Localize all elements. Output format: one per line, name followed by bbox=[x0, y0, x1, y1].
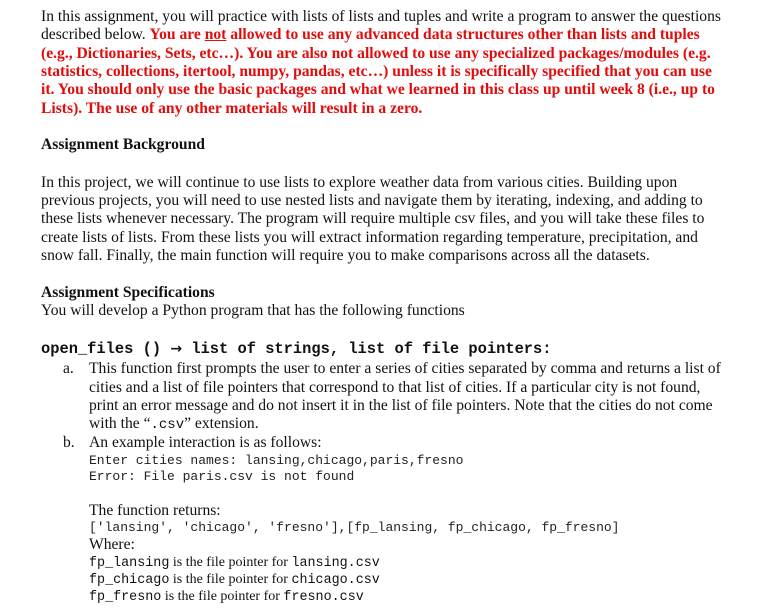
where-item-file: chicago.csv bbox=[291, 573, 380, 588]
background-line: In this project, we will continue to use lists to explore weather data from various cities. Building upon bbox=[41, 174, 678, 191]
background-line: create lists of lists. From these lists you will extract information regarding temperature, precipitation, and bbox=[41, 229, 698, 246]
returns-code: ['lansing', 'chicago', 'fresno'],[fp_lansing, fp_chicago, fp_fresno] bbox=[89, 520, 620, 535]
item-a-label: a. bbox=[63, 360, 74, 377]
intro-warning-start: You are bbox=[149, 26, 205, 43]
where-item-text: is the file pointer for bbox=[169, 555, 292, 570]
specs-heading: Assignment Specifications bbox=[41, 284, 215, 301]
intro-warning-rest: allowed to use any advanced data structures other than lists and tuples bbox=[226, 26, 700, 43]
item-a-line: This function first prompts the user to enter a series of cities separated by comma and returns a list of bbox=[89, 360, 721, 377]
intro-warning-not: not bbox=[204, 26, 227, 43]
item-a-last-post: ” extension. bbox=[184, 415, 259, 432]
function-name: open_files () bbox=[41, 340, 162, 358]
item-a-line: print an error message and do not insert it in the list of file pointers. Note that the cities do not come bbox=[89, 397, 713, 414]
intro-line-4: statistics, collections, itertool, numpy, pandas, etc…) unless it is specifically specified that you can use bbox=[41, 63, 712, 80]
item-a-line-last bbox=[89, 415, 259, 434]
where-item-text: is the file pointer for bbox=[169, 572, 292, 587]
arrow-icon: → bbox=[170, 341, 183, 357]
where-item-code: fp_lansing bbox=[89, 556, 170, 571]
example-line: Enter cities names: lansing,chicago,paris,fresno bbox=[89, 453, 464, 468]
intro-line-5: it. You should only use the basic packages and what we learned in this class up until week 8 (i.e., up to bbox=[41, 81, 715, 98]
signature-colon: : bbox=[542, 340, 552, 358]
background-line: previous projects, you will need to use nested lists and navigate them by iterating, indexing, and adding to bbox=[41, 192, 703, 209]
example-line: Error: File paris.csv is not found bbox=[89, 469, 355, 484]
function-returns: list of strings, list of file pointers bbox=[191, 340, 543, 358]
where-item-file: lansing.csv bbox=[291, 556, 380, 571]
item-a-last-pre: with the “ bbox=[89, 415, 151, 432]
function-signature bbox=[41, 340, 552, 358]
background-line: snow fall. Finally, the main function will require you to make comparisons across all the datasets. bbox=[41, 247, 650, 264]
intro-line-6: Lists). The use of any other materials will result in a zero. bbox=[41, 100, 423, 117]
specs-intro: You will develop a Python program that has the following functions bbox=[41, 302, 465, 319]
background-line: these lists whenever necessary. The program will require multiple csv files, and you will take these files to bbox=[41, 210, 705, 227]
intro-line-1: In this assignment, you will practice with lists of lists and tuples and write a program to answer the questions bbox=[41, 8, 721, 25]
intro-line-3: (e.g., Dictionaries, Sets, etc…). You are also not allowed to use any specialized packages/modules (e.g. bbox=[41, 45, 711, 62]
where-item-text: is the file pointer for bbox=[161, 589, 284, 604]
where-item-file: fresno.csv bbox=[283, 590, 364, 605]
item-a-line: cities and a list of file pointers that correspond to that list of cities. If a particular city is not found, bbox=[89, 379, 701, 396]
background-heading: Assignment Background bbox=[41, 136, 205, 153]
intro-line-2-plain: described below. bbox=[41, 26, 150, 43]
where-label: Where: bbox=[89, 536, 135, 553]
item-b-text: An example interaction is as follows: bbox=[89, 434, 322, 451]
where-item bbox=[89, 587, 364, 607]
item-b-label: b. bbox=[63, 434, 75, 451]
intro-line-2 bbox=[41, 26, 700, 44]
where-item-code: fp_chicago bbox=[89, 573, 170, 588]
csv-extension: .csv bbox=[150, 417, 185, 433]
returns-label: The function returns: bbox=[89, 502, 221, 519]
where-item-code: fp_fresno bbox=[89, 590, 162, 605]
